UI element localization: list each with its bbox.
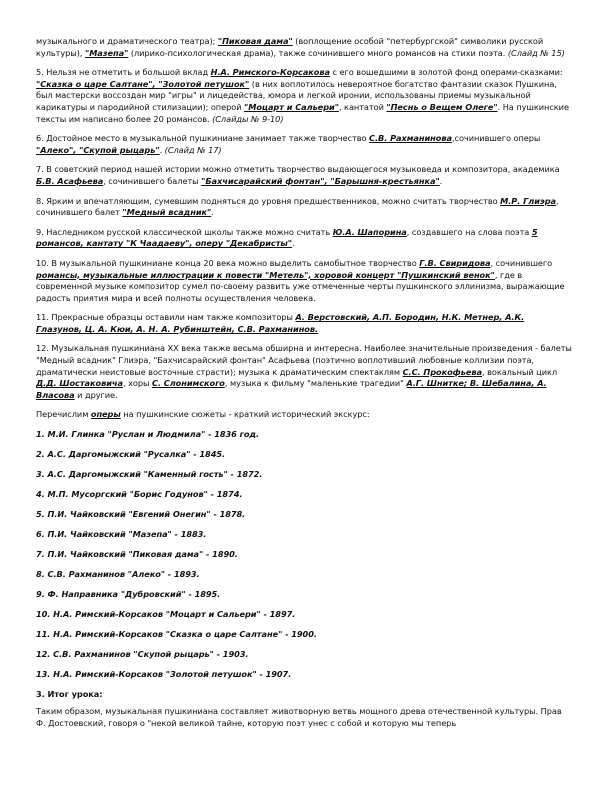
opera-entry: 13. Н.А. Римский-Корсаков "Золотой петушок" - 1907. [36,668,292,679]
closing-paragraph: Таким образом, музыкальная пушкиниана составляет животворную ветвь мощного древа отечественной культуры. Прав Ф. Достоевский, говоря о "некой великой тайне, которую поэт унес с собой и которую мы теперь [36,706,562,729]
text-run: 8. Ярким и впечатляющим, сумевшим подняться до уровня предшественников, можно считать творчество [36,195,501,206]
emphasized-text: Ю.А. Шапорина [332,226,407,237]
text-run: 11. Прекрасные образцы оставили нам также композиторы [36,312,296,323]
opera-list-item [36,509,572,521]
emphasized-text: "Бахчисарайский фонтан", "Барышня-крестьянка" [201,175,440,186]
emphasized-text: (Слайды № 9-10) [212,113,284,124]
emphasized-text: "Алеко", "Скупой рыцарь" [36,144,160,155]
text-run: , создавшего на слова поэта [406,226,532,237]
opera-list-item [36,649,572,661]
text-run: (в них воплотилось невероятное богатство фантазии сказок Пушкина, был мастерски воссоздан мир "игры" и лицедейства, юмора и легкой иронии, использованы приемы музыкальной карикатуры и пародийной стилизации); оперой [36,78,557,112]
opera-list-item [36,669,572,681]
emphasized-text: "Песнь о Вещем Олеге" [386,101,498,112]
paragraph [36,258,572,304]
opera-entry: 8. С.В. Рахманинов "Алеко" - 1893. [36,568,200,579]
paragraph [36,164,572,187]
text-run: на пушкинские сюжеты - краткий исторический экскурс: [120,409,370,420]
opera-list-item [36,589,572,601]
paragraph [36,133,572,156]
text-run: музыкального и драматического театра); [36,36,218,46]
paragraph [36,312,572,335]
text-run: . На пушкинские тексты им написано более 20 романсов. [36,101,569,124]
text-run: (воплощение особой "петербургской" символики русской культуры), [36,36,544,58]
text-run: , кантатой [338,101,387,112]
emphasized-text: С.В. Рахманинова [369,133,452,144]
opera-list [36,429,572,680]
emphasized-text: Н.А. Римского-Корсакова [210,67,330,78]
opera-entry: 5. П.И. Чайковский "Евгений Онегин" - 1878. [36,508,246,519]
text-run: (лирико-психологическая драма), также сочинившего много романсов на стихи поэта. [128,47,508,58]
opera-entry: 6. П.И. Чайковский "Мазепа" - 1883. [36,528,207,539]
emphasized-text: романсы, музыкальные иллюстрации к повести "Метель", хоровой концерт "Пушкинский венок" [36,269,495,280]
emphasized-text: "Мазепа" [84,47,129,58]
emphasized-text: "Моцарт и Сальери" [244,101,339,112]
paragraph [36,227,572,250]
emphasized-text: С. Слонимского [151,378,225,389]
opera-list-item [36,489,572,501]
text-run: . [211,207,214,218]
emphasized-text: "Пиковая дама" [217,36,293,46]
text-run: . [292,238,295,249]
emphasized-text: Г.В. Свиридова [419,257,491,268]
opera-list-item [36,469,572,481]
opera-entry: 1. М.И. Глинка "Руслан и Людмила" - 1836 год. [36,429,260,440]
emphasized-text: (Слайд № 15) [507,47,565,58]
emphasized-text: М.Р. Глиэра [500,195,556,206]
opera-entry: 12. С.В. Рахманинов "Скупой рыцарь" - 1903. [36,648,249,659]
opera-entry: 11. Н.А. Римский-Корсаков "Сказка о царе Салтане" - 1900. [36,628,317,639]
emphasized-text: А.Г. Шнитке; В. Шебалина, А. Власова [36,378,547,400]
opera-list-item [36,629,572,641]
opera-list-item [36,529,572,541]
text-run: , сочинившего балеты [103,175,202,186]
text-run: , хоры [122,378,152,389]
paragraph [36,36,572,59]
opera-entry: 4. М.П. Мусоргский "Борис Годунов" - 1874. [36,488,243,499]
opera-list-item [36,609,572,621]
opera-list-item [36,549,572,561]
text-run: Перечислим [36,409,91,420]
opera-list-item [36,429,572,441]
emphasized-text: Д.Д. Шостаковича [36,378,123,389]
section-title: 3. Итог урока: [36,688,103,699]
emphasized-text: (Слайд № 17) [164,144,222,155]
text-run: , сочинившего [490,257,553,268]
paragraph [36,343,572,401]
body-text [36,36,572,421]
text-run: ,сочинившего оперы [451,133,541,144]
text-run: 10. В музыкальной пушкиниане конца 20 века можно выделить самобытное творчество [36,257,420,268]
text-run: 12. Музыкальная пушкиниана XX века также весьма обширна и интересна. Наиболее значительные произведения - балеты "Медный всадник" Глиэра, "Бахчисарайский фонтан" Асафьева (поэтично воплотивший любовные коллизии поэта, драматически неистовые восточные страсти); музыка к драматическим спектаклям [36,343,572,377]
emphasized-text: С.С. Прокофьева [402,366,482,377]
text-run: , музыка к фильму "маленькие трагедии" [224,378,407,389]
paragraph [36,67,572,125]
opera-entry: 3. А.С. Даргомыжский "Каменный гость" - 1872. [36,469,263,479]
text-run: и другие. [74,389,118,400]
emphasized-text: "Медный всадник" [122,207,212,218]
opera-entry: 10. Н.А. Римский-Корсаков "Моцарт и Сальери" - 1897. [36,608,296,619]
text-run: , сочинившего балет [36,195,559,218]
paragraph [36,409,572,421]
opera-entry: 2. А.С. Даргомыжский "Русалка" - 1845. [36,449,226,460]
emphasized-text: А. Верстовский, А.П. Бородин, Н.К. Метнер, А.К. Глазунов, Ц. А. Кюи, А. Н. А. Рубинштейн, С.В. Рахманинов. [36,312,525,334]
text-run: 5. Нельзя не отметить и большой вклад [36,67,211,78]
text-run: 7. В советский период нашей истории можно отметить творчество выдающегося музыковеда и композитора, академика [36,164,560,175]
text-run: . [439,175,443,186]
text-run: , вокальный цикл [481,366,558,377]
opera-list-item [36,449,572,461]
text-run: . [159,144,165,155]
text-run: , где в современной музыке композитор сумел по-своему развить уже отмеченные черты пушкинского эллинизма, выражающие радость приятия мира и всей полноты осуществления человека. [36,269,565,303]
text-run: 9. Наследником русской классической школы также можно считать [36,226,333,237]
opera-entry: 7. П.И. Чайковский "Пиковая дама" - 1890. [36,548,238,559]
text-run: 6. Достойное место в музыкальной пушкиниане занимает также творчество [36,133,370,144]
text-run: с его вошедшими в золотой фонд операми-сказками: [330,67,563,78]
emphasized-text: "Сказка о царе Салтане", "Золотой петушок" [36,78,250,89]
opera-entry: 9. Ф. Направника "Дубровский" - 1895. [36,588,221,599]
emphasized-text: Б.В. Асафьева [36,175,104,186]
opera-list-item [36,569,572,581]
emphasized-text: оперы [90,409,121,420]
emphasized-text: 5 романсов, кантату "К Чаадаеву", оперу "Декабристы" [36,226,538,249]
paragraph [36,196,572,219]
